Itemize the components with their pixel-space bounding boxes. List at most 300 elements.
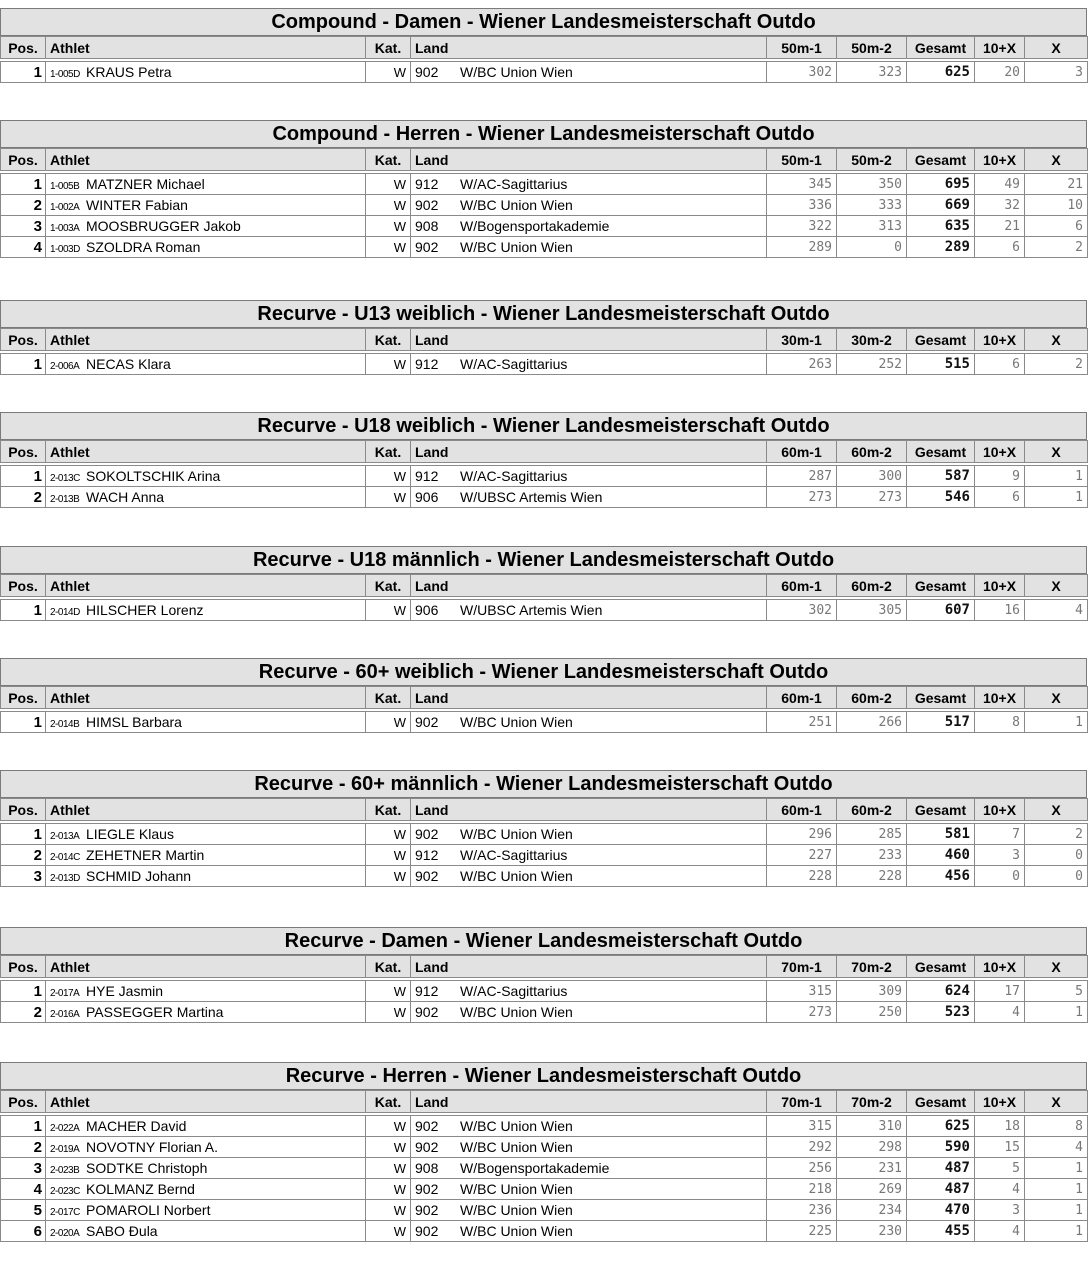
score-x: 3 (1025, 62, 1088, 83)
score-total: 517 (907, 712, 975, 733)
athlete-cell (46, 1002, 366, 1023)
col-header-pos: Pos. (1, 329, 46, 351)
athlete-cell (46, 216, 366, 237)
athlete-name: MOOSBRUGGER Jakob (86, 218, 241, 234)
country-cell (411, 1200, 767, 1221)
col-header-country: Land (411, 687, 767, 709)
score-10x: 21 (975, 216, 1025, 237)
score-10x: 8 (975, 712, 1025, 733)
results-section (0, 300, 1087, 375)
score-distance-2: 230 (837, 1221, 907, 1242)
score-10x: 5 (975, 1158, 1025, 1179)
score-distance-2: 0 (837, 237, 907, 258)
position-cell: 2 (1, 487, 46, 508)
athlete-code: 2-019A (50, 1144, 80, 1155)
athlete-name: MATZNER Michael (86, 176, 205, 192)
category-cell: W (366, 712, 411, 733)
col-header-distance-1: 70m-1 (767, 1091, 837, 1113)
score-x: 2 (1025, 237, 1088, 258)
category-cell: W (366, 62, 411, 83)
athlete-code: 2-023C (50, 1186, 80, 1197)
col-header-pos: Pos. (1, 687, 46, 709)
score-10x: 49 (975, 174, 1025, 195)
athlete-code: 2-017C (50, 1207, 80, 1218)
score-distance-2: 266 (837, 712, 907, 733)
col-header-category: Kat. (366, 799, 411, 821)
athlete-cell (46, 981, 366, 1002)
table-row (1, 600, 1088, 621)
col-header-10x: 10+X (975, 1091, 1025, 1113)
category-cell: W (366, 1158, 411, 1179)
position-cell: 1 (1, 354, 46, 375)
athlete-name: PASSEGGER Martina (86, 1004, 224, 1020)
country-cell (411, 845, 767, 866)
col-header-x: X (1025, 329, 1088, 351)
athlete-code: 1-002A (50, 202, 80, 213)
athlete-cell (46, 1137, 366, 1158)
athlete-cell (46, 824, 366, 845)
club-number: 906 (415, 489, 439, 505)
col-header-pos: Pos. (1, 441, 46, 463)
score-10x: 15 (975, 1137, 1025, 1158)
score-distance-1: 315 (767, 981, 837, 1002)
col-header-category: Kat. (366, 329, 411, 351)
score-distance-2: 350 (837, 174, 907, 195)
score-total: 695 (907, 174, 975, 195)
athlete-cell (46, 866, 366, 887)
score-distance-1: 289 (767, 237, 837, 258)
country-cell (411, 1116, 767, 1137)
score-distance-1: 256 (767, 1158, 837, 1179)
score-distance-1: 302 (767, 62, 837, 83)
section-title: Recurve - Herren - Wiener Landesmeisterschaft Outdo (0, 1062, 1087, 1090)
col-header-10x: 10+X (975, 37, 1025, 59)
score-x: 2 (1025, 354, 1088, 375)
score-10x: 20 (975, 62, 1025, 83)
score-distance-1: 345 (767, 174, 837, 195)
col-header-total: Gesamt (907, 441, 975, 463)
results-section (0, 546, 1087, 621)
results-section (0, 927, 1087, 1023)
score-distance-1: 273 (767, 487, 837, 508)
score-10x: 4 (975, 1179, 1025, 1200)
col-header-x: X (1025, 799, 1088, 821)
position-cell: 1 (1, 174, 46, 195)
col-header-distance-2: 30m-2 (837, 329, 907, 351)
col-header-10x: 10+X (975, 799, 1025, 821)
score-distance-1: 273 (767, 1002, 837, 1023)
col-header-country: Land (411, 37, 767, 59)
category-cell: W (366, 487, 411, 508)
score-10x: 16 (975, 600, 1025, 621)
athlete-code: 2-020A (50, 1228, 80, 1239)
table-header-row (1, 956, 1088, 978)
club-number: 912 (415, 468, 439, 484)
country-cell (411, 1179, 767, 1200)
athlete-code: 2-022A (50, 1123, 80, 1134)
score-10x: 4 (975, 1221, 1025, 1242)
athlete-cell (46, 1221, 366, 1242)
club-name: W/BC Union Wien (460, 714, 573, 730)
club-number: 902 (415, 1139, 439, 1155)
club-number: 902 (415, 197, 439, 213)
section-title: Compound - Damen - Wiener Landesmeisterschaft Outdo (0, 8, 1087, 36)
athlete-code: 2-013A (50, 831, 80, 842)
country-cell (411, 174, 767, 195)
table-row (1, 466, 1088, 487)
col-header-total: Gesamt (907, 149, 975, 171)
category-cell: W (366, 1137, 411, 1158)
athlete-cell (46, 1116, 366, 1137)
club-name: W/AC-Sagittarius (460, 176, 568, 192)
club-name: W/BC Union Wien (460, 868, 573, 884)
country-cell (411, 1158, 767, 1179)
table-header-row (1, 799, 1088, 821)
table-header-row (1, 441, 1088, 463)
score-10x: 17 (975, 981, 1025, 1002)
position-cell: 1 (1, 981, 46, 1002)
results-table (0, 798, 1088, 887)
score-x: 0 (1025, 866, 1088, 887)
col-header-category: Kat. (366, 441, 411, 463)
score-distance-1: 263 (767, 354, 837, 375)
athlete-code: 2-013D (50, 873, 80, 884)
athlete-code: 2-017A (50, 988, 80, 999)
score-distance-2: 269 (837, 1179, 907, 1200)
athlete-name: SOKOLTSCHIK Arina (86, 468, 221, 484)
club-name: W/BC Union Wien (460, 1202, 573, 1218)
club-number: 902 (415, 1118, 439, 1134)
col-header-country: Land (411, 149, 767, 171)
results-table (0, 574, 1088, 621)
col-header-total: Gesamt (907, 329, 975, 351)
score-total: 487 (907, 1158, 975, 1179)
table-header-row (1, 329, 1088, 351)
results-section (0, 658, 1087, 733)
score-total: 669 (907, 195, 975, 216)
score-total: 635 (907, 216, 975, 237)
athlete-name: HIMSL Barbara (86, 714, 182, 730)
country-cell (411, 237, 767, 258)
country-cell (411, 600, 767, 621)
score-distance-1: 287 (767, 466, 837, 487)
col-header-x: X (1025, 575, 1088, 597)
table-row (1, 1158, 1088, 1179)
score-10x: 4 (975, 1002, 1025, 1023)
table-row (1, 712, 1088, 733)
category-cell: W (366, 866, 411, 887)
col-header-distance-2: 60m-2 (837, 799, 907, 821)
score-distance-2: 252 (837, 354, 907, 375)
col-header-x: X (1025, 37, 1088, 59)
category-cell: W (366, 1200, 411, 1221)
col-header-distance-2: 50m-2 (837, 149, 907, 171)
score-total: 590 (907, 1137, 975, 1158)
score-x: 10 (1025, 195, 1088, 216)
score-x: 1 (1025, 712, 1088, 733)
score-x: 6 (1025, 216, 1088, 237)
athlete-name: POMAROLI Norbert (86, 1202, 211, 1218)
col-header-x: X (1025, 1091, 1088, 1113)
position-cell: 3 (1, 1158, 46, 1179)
results-table (0, 1090, 1088, 1242)
col-header-category: Kat. (366, 575, 411, 597)
score-x: 5 (1025, 981, 1088, 1002)
athlete-code: 2-013B (50, 494, 80, 505)
athlete-code: 2-014B (50, 719, 80, 730)
score-distance-2: 300 (837, 466, 907, 487)
score-distance-2: 228 (837, 866, 907, 887)
col-header-x: X (1025, 149, 1088, 171)
col-header-athlete: Athlet (46, 329, 366, 351)
athlete-name: NECAS Klara (86, 356, 171, 372)
col-header-x: X (1025, 441, 1088, 463)
score-x: 1 (1025, 487, 1088, 508)
score-distance-1: 292 (767, 1137, 837, 1158)
col-header-category: Kat. (366, 956, 411, 978)
club-number: 902 (415, 868, 439, 884)
col-header-athlete: Athlet (46, 799, 366, 821)
table-row (1, 1137, 1088, 1158)
club-number: 906 (415, 602, 439, 618)
athlete-name: SODTKE Christoph (86, 1160, 208, 1176)
club-name: W/BC Union Wien (460, 1181, 573, 1197)
score-distance-1: 315 (767, 1116, 837, 1137)
score-x: 1 (1025, 1002, 1088, 1023)
section-title: Recurve - U18 männlich - Wiener Landesmeisterschaft Outdo (0, 546, 1087, 574)
score-distance-2: 250 (837, 1002, 907, 1023)
athlete-cell (46, 237, 366, 258)
athlete-code: 2-014C (50, 852, 80, 863)
score-distance-1: 322 (767, 216, 837, 237)
position-cell: 2 (1, 1002, 46, 1023)
results-table (0, 440, 1088, 508)
score-distance-1: 302 (767, 600, 837, 621)
score-10x: 6 (975, 237, 1025, 258)
col-header-10x: 10+X (975, 956, 1025, 978)
athlete-cell (46, 195, 366, 216)
results-section (0, 1062, 1087, 1242)
col-header-athlete: Athlet (46, 441, 366, 463)
score-total: 523 (907, 1002, 975, 1023)
table-row (1, 174, 1088, 195)
athlete-cell (46, 174, 366, 195)
table-row (1, 1221, 1088, 1242)
position-cell: 4 (1, 1179, 46, 1200)
col-header-x: X (1025, 956, 1088, 978)
score-distance-2: 298 (837, 1137, 907, 1158)
athlete-code: 2-023B (50, 1165, 80, 1176)
score-distance-2: 310 (837, 1116, 907, 1137)
country-cell (411, 712, 767, 733)
club-name: W/AC-Sagittarius (460, 468, 568, 484)
score-total: 460 (907, 845, 975, 866)
athlete-code: 2-016A (50, 1009, 80, 1020)
athlete-code: 1-005B (50, 181, 80, 192)
score-10x: 3 (975, 1200, 1025, 1221)
results-table (0, 328, 1088, 375)
athlete-cell (46, 487, 366, 508)
col-header-category: Kat. (366, 149, 411, 171)
athlete-name: NOVOTNY Florian A. (86, 1139, 219, 1155)
results-table (0, 686, 1088, 733)
club-name: W/BC Union Wien (460, 826, 573, 842)
col-header-category: Kat. (366, 1091, 411, 1113)
club-name: W/Bogensportakademie (460, 1160, 610, 1176)
club-number: 902 (415, 1223, 439, 1239)
score-10x: 9 (975, 466, 1025, 487)
col-header-distance-1: 60m-1 (767, 799, 837, 821)
col-header-10x: 10+X (975, 687, 1025, 709)
col-header-distance-2: 70m-2 (837, 956, 907, 978)
col-header-10x: 10+X (975, 149, 1025, 171)
position-cell: 2 (1, 1137, 46, 1158)
table-row (1, 845, 1088, 866)
section-title: Recurve - U13 weiblich - Wiener Landesmeisterschaft Outdo (0, 300, 1087, 328)
country-cell (411, 354, 767, 375)
athlete-code: 2-006A (50, 361, 80, 372)
category-cell: W (366, 466, 411, 487)
club-name: W/BC Union Wien (460, 64, 573, 80)
score-x: 1 (1025, 1158, 1088, 1179)
club-name: W/AC-Sagittarius (460, 847, 568, 863)
col-header-x: X (1025, 687, 1088, 709)
athlete-name: KRAUS Petra (86, 64, 172, 80)
score-x: 8 (1025, 1116, 1088, 1137)
position-cell: 1 (1, 712, 46, 733)
col-header-total: Gesamt (907, 575, 975, 597)
athlete-code: 2-013C (50, 473, 80, 484)
col-header-country: Land (411, 1091, 767, 1113)
col-header-pos: Pos. (1, 1091, 46, 1113)
club-number: 912 (415, 356, 439, 372)
score-distance-1: 251 (767, 712, 837, 733)
position-cell: 4 (1, 237, 46, 258)
country-cell (411, 487, 767, 508)
category-cell: W (366, 237, 411, 258)
position-cell: 1 (1, 1116, 46, 1137)
score-distance-1: 296 (767, 824, 837, 845)
club-number: 902 (415, 1004, 439, 1020)
score-total: 625 (907, 1116, 975, 1137)
club-number: 912 (415, 847, 439, 863)
score-10x: 18 (975, 1116, 1025, 1137)
table-row (1, 1002, 1088, 1023)
athlete-cell (46, 466, 366, 487)
table-row (1, 1116, 1088, 1137)
table-row (1, 195, 1088, 216)
country-cell (411, 466, 767, 487)
score-distance-2: 333 (837, 195, 907, 216)
section-title: Recurve - Damen - Wiener Landesmeisterschaft Outdo (0, 927, 1087, 955)
club-name: W/BC Union Wien (460, 1004, 573, 1020)
col-header-distance-2: 60m-2 (837, 575, 907, 597)
category-cell: W (366, 981, 411, 1002)
score-x: 4 (1025, 600, 1088, 621)
col-header-distance-1: 60m-1 (767, 575, 837, 597)
table-row (1, 216, 1088, 237)
section-title: Recurve - U18 weiblich - Wiener Landesmeisterschaft Outdo (0, 412, 1087, 440)
club-number: 912 (415, 983, 439, 999)
score-x: 2 (1025, 824, 1088, 845)
score-distance-1: 225 (767, 1221, 837, 1242)
col-header-distance-1: 60m-1 (767, 441, 837, 463)
results-table (0, 955, 1088, 1023)
table-row (1, 237, 1088, 258)
table-row (1, 866, 1088, 887)
score-10x: 3 (975, 845, 1025, 866)
section-title: Recurve - 60+ männlich - Wiener Landesmeisterschaft Outdo (0, 770, 1087, 798)
athlete-name: SABO Đula (86, 1223, 158, 1239)
country-cell (411, 62, 767, 83)
col-header-athlete: Athlet (46, 37, 366, 59)
score-total: 625 (907, 62, 975, 83)
country-cell (411, 1221, 767, 1242)
club-name: W/BC Union Wien (460, 1223, 573, 1239)
score-total: 470 (907, 1200, 975, 1221)
col-header-distance-1: 70m-1 (767, 956, 837, 978)
category-cell: W (366, 1116, 411, 1137)
col-header-10x: 10+X (975, 441, 1025, 463)
col-header-pos: Pos. (1, 956, 46, 978)
col-header-country: Land (411, 441, 767, 463)
col-header-country: Land (411, 799, 767, 821)
athlete-cell (46, 1179, 366, 1200)
col-header-10x: 10+X (975, 575, 1025, 597)
score-distance-2: 305 (837, 600, 907, 621)
athlete-code: 2-014D (50, 607, 80, 618)
score-total: 624 (907, 981, 975, 1002)
col-header-distance-2: 60m-2 (837, 687, 907, 709)
score-x: 4 (1025, 1137, 1088, 1158)
country-cell (411, 824, 767, 845)
athlete-cell (46, 712, 366, 733)
club-number: 902 (415, 239, 439, 255)
col-header-total: Gesamt (907, 956, 975, 978)
position-cell: 1 (1, 600, 46, 621)
score-distance-1: 218 (767, 1179, 837, 1200)
club-number: 908 (415, 1160, 439, 1176)
category-cell: W (366, 1002, 411, 1023)
club-number: 902 (415, 1181, 439, 1197)
position-cell: 1 (1, 62, 46, 83)
position-cell: 3 (1, 216, 46, 237)
score-10x: 7 (975, 824, 1025, 845)
score-total: 289 (907, 237, 975, 258)
table-header-row (1, 149, 1088, 171)
country-cell (411, 216, 767, 237)
col-header-distance-2: 50m-2 (837, 37, 907, 59)
position-cell: 3 (1, 866, 46, 887)
col-header-total: Gesamt (907, 37, 975, 59)
table-row (1, 62, 1088, 83)
col-header-distance-1: 30m-1 (767, 329, 837, 351)
club-name: W/UBSC Artemis Wien (460, 489, 603, 505)
col-header-category: Kat. (366, 37, 411, 59)
club-name: W/AC-Sagittarius (460, 983, 568, 999)
col-header-total: Gesamt (907, 799, 975, 821)
athlete-cell (46, 354, 366, 375)
country-cell (411, 195, 767, 216)
club-name: W/Bogensportakademie (460, 218, 610, 234)
col-header-pos: Pos. (1, 799, 46, 821)
club-number: 902 (415, 826, 439, 842)
position-cell: 6 (1, 1221, 46, 1242)
score-total: 581 (907, 824, 975, 845)
score-distance-2: 273 (837, 487, 907, 508)
col-header-10x: 10+X (975, 329, 1025, 351)
category-cell: W (366, 824, 411, 845)
